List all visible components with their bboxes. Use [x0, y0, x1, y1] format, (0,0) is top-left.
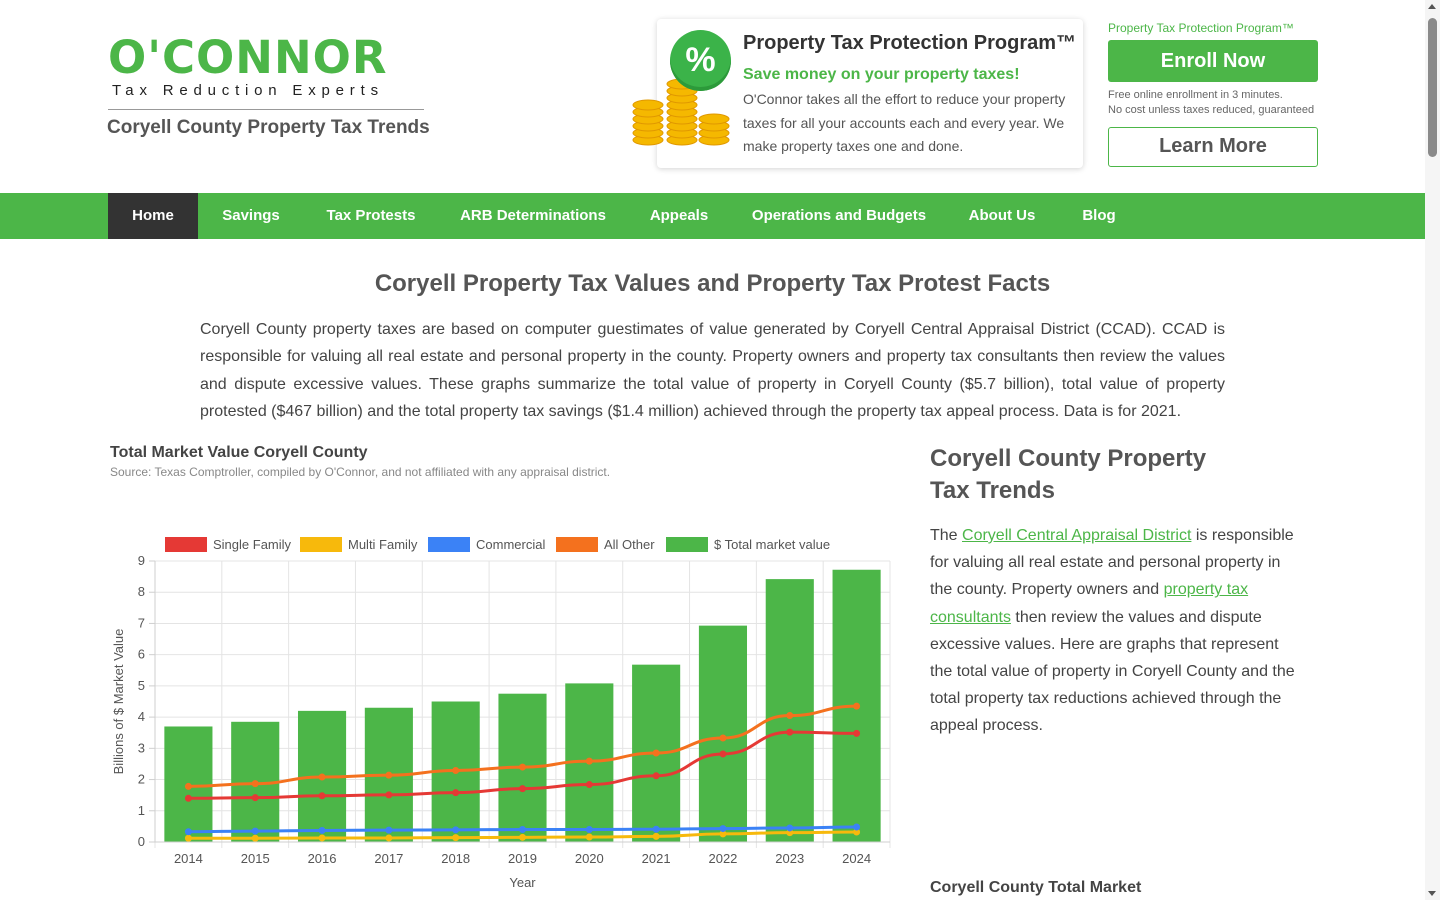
point-multi-family-2021 — [653, 833, 660, 840]
legend-item-total-market-value — [666, 537, 830, 552]
point-single-family-2018 — [452, 789, 459, 796]
logo[interactable] — [108, 31, 424, 110]
point-all-other-2020 — [586, 758, 593, 765]
promo-description: O'Connor takes all the effort to reduce your property taxes for all your accounts each and every year. We make property taxes one and done. — [743, 91, 1066, 154]
legend-label: Single Family — [213, 537, 292, 552]
point-single-family-2022 — [719, 750, 726, 757]
enroll-now-button[interactable]: Enroll Now — [1108, 40, 1318, 82]
legend-item-multi-family — [300, 537, 418, 552]
chart-bars — [164, 570, 880, 842]
nav-item-operations-budgets[interactable]: Operations and Budgets — [751, 207, 927, 224]
point-multi-family-2016 — [319, 834, 326, 841]
point-multi-family-2020 — [586, 834, 593, 841]
nav-item-tax-protests[interactable]: Tax Protests — [326, 207, 416, 224]
point-commercial-2024 — [853, 824, 860, 831]
nav-item-arb-determinations[interactable]: ARB Determinations — [460, 207, 606, 224]
legend-label: Commercial — [476, 537, 546, 552]
nav-item-savings[interactable]: Savings — [222, 207, 280, 224]
legend-swatch — [428, 537, 470, 552]
point-multi-family-2018 — [452, 834, 459, 841]
promo-tagline: Save money on your property taxes! — [743, 66, 1020, 83]
point-single-family-2015 — [252, 794, 259, 801]
page-heading: Coryell Property Tax Values and Property Tax Protest Facts — [374, 270, 1051, 297]
point-single-family-2020 — [586, 781, 593, 788]
point-all-other-2019 — [519, 764, 526, 771]
y-tick-label: 8 — [137, 584, 145, 600]
point-commercial-2019 — [519, 826, 526, 833]
logo-wordmark: O'CONNOR — [108, 31, 388, 84]
x-tick-label: 2016 — [307, 851, 337, 866]
promo-title: Property Tax Protection Program™ — [743, 32, 1077, 54]
point-all-other-2014 — [185, 783, 192, 790]
point-all-other-2015 — [252, 780, 259, 787]
legend-swatch — [556, 537, 598, 552]
point-all-other-2021 — [653, 750, 660, 757]
point-commercial-2015 — [252, 828, 259, 835]
x-tick-label: 2014 — [173, 851, 203, 866]
nav-item-appeals[interactable]: Appeals — [649, 207, 709, 224]
legend-item-all-other — [556, 537, 655, 552]
nav-item-about-us[interactable]: About Us — [968, 207, 1036, 224]
point-commercial-2021 — [653, 826, 660, 833]
point-all-other-2017 — [385, 772, 392, 779]
y-tick-label: 1 — [137, 802, 145, 818]
point-single-family-2014 — [185, 795, 192, 802]
chart-source: Source: Texas Comptroller, compiled by O'Connor, and not affiliated with any appraisal district. — [110, 465, 611, 479]
x-tick-label: 2020 — [574, 851, 604, 866]
x-tick-label: 2017 — [374, 851, 404, 866]
x-axis-title: Year — [509, 875, 536, 890]
x-tick-label: 2023 — [775, 851, 805, 866]
coins-icon — [632, 78, 732, 148]
scroll-down-arrow-icon[interactable] — [1428, 891, 1436, 896]
sidebar-next-heading: Coryell County Total Market — [930, 879, 1142, 896]
enroll-note-line-2: No cost unless taxes reduced, guaranteed — [1108, 104, 1315, 116]
scroll-thumb[interactable] — [1428, 18, 1437, 157]
y-tick-label: 7 — [137, 615, 145, 631]
x-tick-label: 2024 — [842, 851, 872, 866]
legend-swatch — [300, 537, 342, 552]
enroll-note — [1108, 88, 1314, 118]
legend-swatch — [165, 537, 207, 552]
site-subtitle: Coryell County Property Tax Trends — [107, 117, 430, 138]
point-all-other-2023 — [786, 712, 793, 719]
x-tick-label: 2021 — [641, 851, 671, 866]
enroll-note-line-1: Free online enrollment in 3 minutes. — [1108, 89, 1283, 101]
bar-total-market-value-2022 — [699, 626, 747, 842]
nav-item-blog[interactable]: Blog — [1082, 207, 1116, 224]
legend-label: Multi Family — [348, 537, 418, 552]
x-tick-label: 2018 — [441, 851, 471, 866]
point-multi-family-2014 — [185, 835, 192, 842]
learn-more-button[interactable]: Learn More — [1108, 127, 1318, 167]
percent-badge-icon: % — [670, 30, 731, 91]
sidebar-text-3: then review the values and dispute excessive values. Here are graphs that represent the total value of property in Coryell County and the total property tax reductions achieved through the appeal process. — [930, 608, 1295, 735]
point-single-family-2024 — [853, 730, 860, 737]
y-tick-label: 3 — [137, 740, 145, 756]
point-commercial-2022 — [719, 825, 726, 832]
point-multi-family-2015 — [252, 835, 259, 842]
point-commercial-2017 — [385, 827, 392, 834]
y-tick-label: 2 — [137, 771, 145, 787]
point-single-family-2019 — [519, 785, 526, 792]
y-tick-label: 5 — [137, 677, 145, 693]
sidebar-title: Coryell County Property Tax Trends — [930, 445, 1207, 504]
point-all-other-2018 — [452, 767, 459, 774]
tax-consultants-link[interactable]: property tax consultants — [930, 581, 1249, 626]
intro-paragraph: Coryell County property taxes are based on computer guestimates of value generated by Coryell Central Appraisal District (CCAD). CCAD is responsible for valuing all real estate and personal property in the county. Property owners and property tax consultants then review the values and dispute excessive values. These graphs summarize the total value of property in Coryell County ($5.7 billion), total value of property protested ($467 billion) and the total property tax savings ($1.4 million) achieved through the property tax appeal process. Data is for 2021. — [200, 321, 1225, 421]
appraisal-district-link[interactable]: Coryell Central Appraisal District — [962, 527, 1192, 544]
chart-legend — [165, 537, 830, 552]
bar-total-market-value-2023 — [766, 579, 814, 842]
legend-label: All Other — [604, 537, 655, 552]
legend-item-commercial — [428, 537, 545, 552]
scroll-up-arrow-icon[interactable] — [1428, 4, 1436, 9]
point-all-other-2016 — [319, 774, 326, 781]
market-value-chart — [100, 520, 900, 895]
point-multi-family-2019 — [519, 834, 526, 841]
point-commercial-2020 — [586, 826, 593, 833]
point-commercial-2014 — [185, 828, 192, 835]
y-tick-label: 4 — [137, 709, 145, 725]
logo-tagline: Tax Reduction Experts — [112, 82, 384, 99]
sidebar-text-2: is responsible for valuing all real estate and personal property in the county. Property owners and — [930, 527, 1294, 599]
logo-divider — [108, 109, 424, 110]
legend-label: $ Total market value — [714, 537, 831, 552]
chart-title: Total Market Value Coryell County — [110, 444, 368, 461]
legend-item-single-family — [165, 537, 292, 552]
y-axis-title: Billions of $ Market Value — [111, 628, 126, 775]
page-scrollbar[interactable] — [1425, 0, 1440, 900]
main-nav — [0, 193, 1425, 239]
x-tick-label: 2022 — [708, 851, 738, 866]
point-single-family-2021 — [653, 772, 660, 779]
x-tick-label: 2015 — [240, 851, 270, 866]
point-all-other-2022 — [719, 735, 726, 742]
legend-swatch — [666, 537, 708, 552]
point-multi-family-2017 — [385, 834, 392, 841]
point-commercial-2016 — [319, 827, 326, 834]
sidebar-text — [930, 522, 1295, 740]
point-commercial-2023 — [786, 824, 793, 831]
y-tick-label: 0 — [137, 834, 145, 849]
y-tick-label: 6 — [137, 646, 145, 662]
y-tick-label: 9 — [137, 553, 145, 568]
point-all-other-2024 — [853, 703, 860, 710]
sidebar-text-1: The — [930, 527, 963, 544]
point-single-family-2023 — [786, 729, 793, 736]
point-commercial-2018 — [452, 826, 459, 833]
enroll-caption: Property Tax Protection Program™ — [1108, 21, 1294, 35]
nav-item-home[interactable]: Home — [108, 193, 198, 239]
point-single-family-2016 — [319, 792, 326, 799]
x-tick-label: 2019 — [508, 851, 537, 866]
point-single-family-2017 — [385, 791, 392, 798]
